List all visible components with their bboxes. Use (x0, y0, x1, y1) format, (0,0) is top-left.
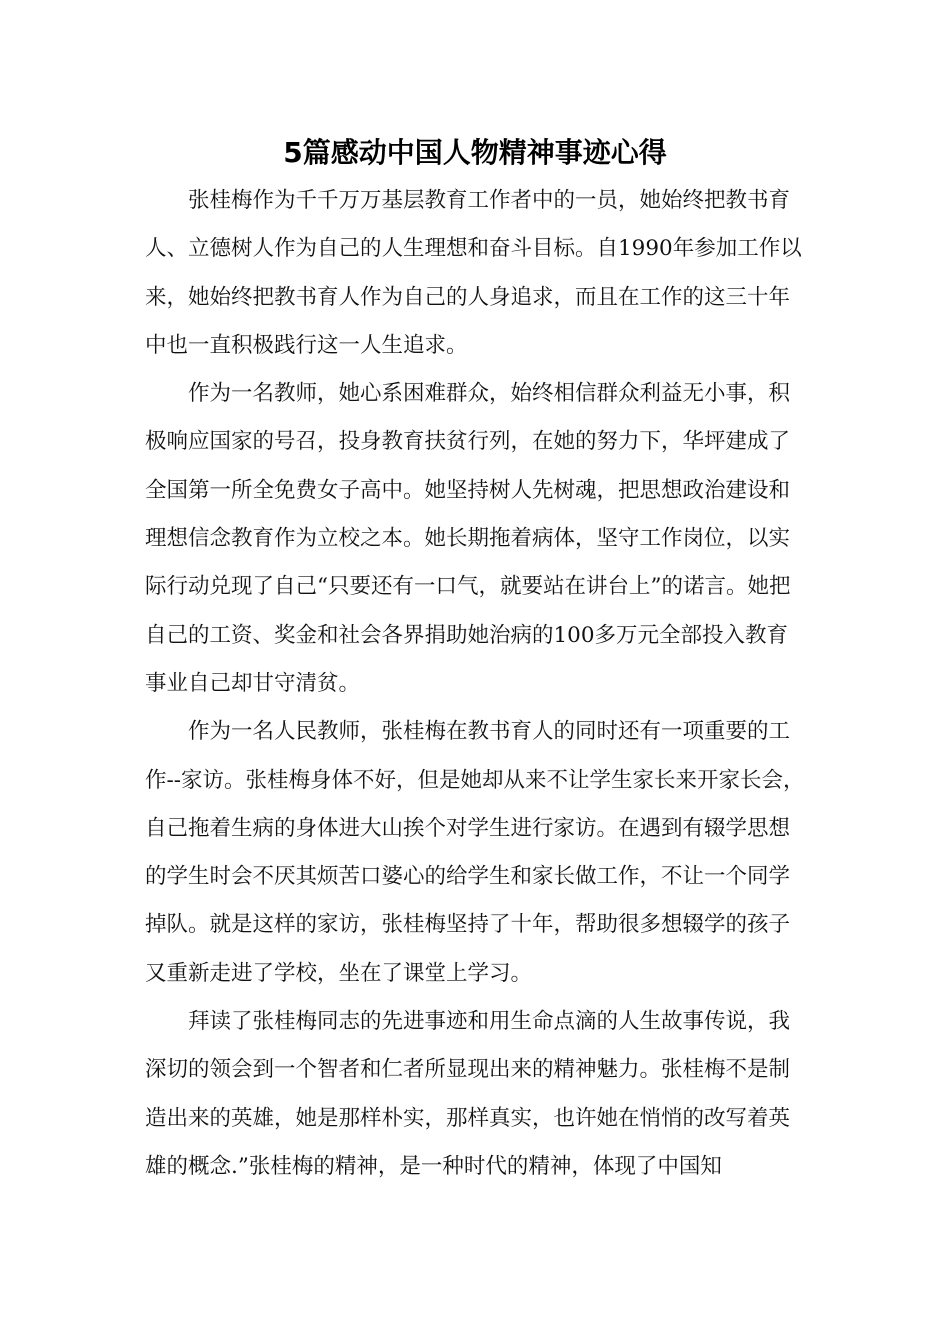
paragraph: 作为一名教师，她心系困难群众，始终相信群众利益无小事，积极响应国家的号召，投身教育扶贫行列，在她的努力下，华坪建成了全国第一所全免费女子高中。她坚持树人先树魂，把思想政治建设和理想信念教育作为立校之本。她长期拖着病体，坚守工作岗位，以实际行动兑现了自己“只要还有一口气，就要站在讲台上”的诺言。她把自己的工资、奖金和社会各界捐助她治病的100多万元全部投入教育事业自己却甘守清贫。 (145, 381, 791, 696)
paragraph: 张桂梅作为千千万万基层教育工作者中的一员，她始终把教书育人、立德树人作为自己的人生理想和奋斗目标。自1990年参加工作以来，她始终把教书育人作为自己的人身追求，而且在工作的这三十年中也一直积极践行这一人生追求。 (145, 188, 802, 358)
paragraph: 拜读了张桂梅同志的先进事迹和用生命点滴的人生故事传说，我深切的领会到一个智者和仁者所显现出来的精神魅力。张桂梅不是制造出来的英雄，她是那样朴实，那样真实，也许她在悄悄的改写着英雄的概念.”张桂梅的精神，是一种时代的精神，体现了中国知 (145, 1009, 791, 1179)
document-body (145, 177, 805, 1191)
paragraph: 作为一名人民教师，张桂梅在教书育人的同时还有一项重要的工作--家访。张桂梅身体不好，但是她却从来不让学生家长来开家长会，自己拖着生病的身体进大山挨个对学生进行家访。在遇到有辍学思想的学生时会不厌其烦苦口婆心的给学生和家长做工作，不让一个同学掉队。就是这样的家访，张桂梅坚持了十年，帮助很多想辍学的孩子又重新走进了学校，坐在了课堂上学习。 (145, 719, 805, 986)
document-title: 5篇感动中国人物精神事迹心得 (283, 136, 667, 169)
